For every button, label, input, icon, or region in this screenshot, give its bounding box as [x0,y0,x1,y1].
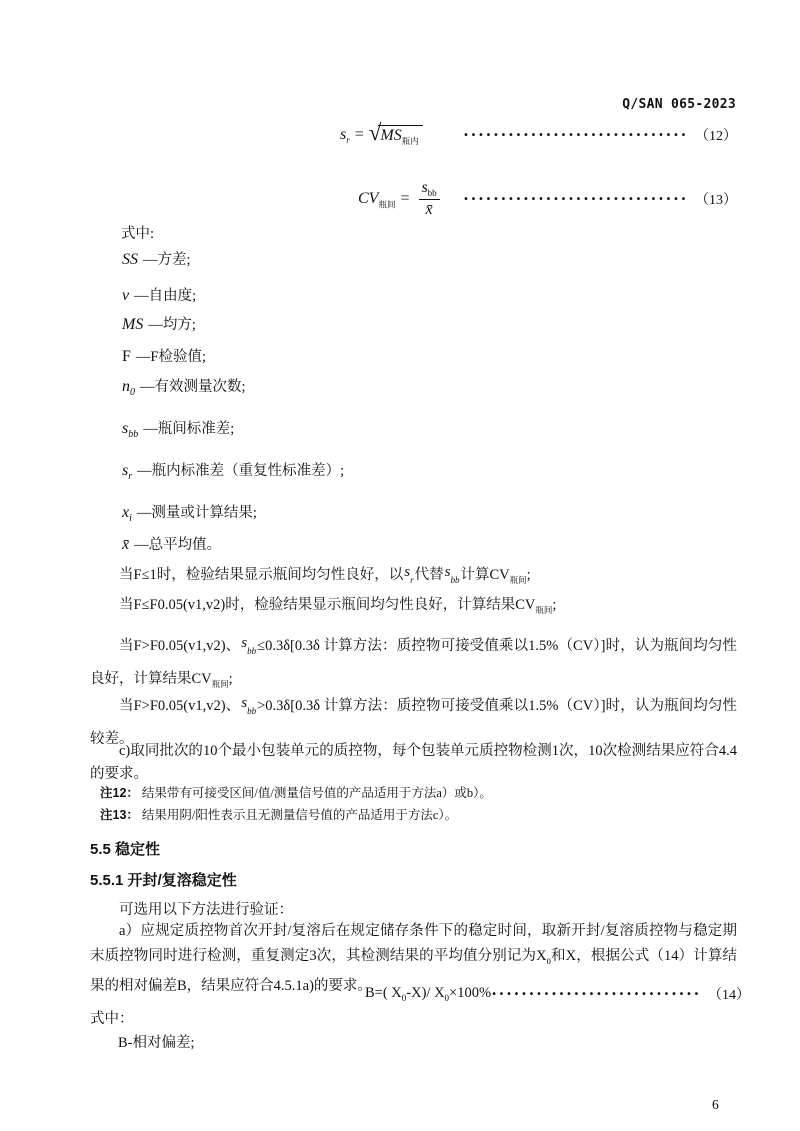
formula-12-var: s [340,125,347,143]
definition-f [122,345,206,368]
formula-12-number: （12） [695,129,737,144]
page-number: 6 [712,1097,719,1112]
note-13-label: 注13： [100,808,139,822]
definition-ms [122,313,196,336]
symbol: MS [122,316,144,333]
definition-text: —瓶间标准差; [143,421,235,437]
fraction-numerator [419,179,438,200]
dot-leader: •••••••••••••••••••••••••••• [491,989,702,1000]
formula-14-row [90,982,751,1006]
paragraph-f-le-f005: 当F≤F0.05(v1,v2)时，检验结果显示瓶间均匀性良好，计算结果$CV_{瓶间}$; [119,597,557,615]
definition-n0 [122,375,246,398]
definition-text: —测量或计算结果; [136,505,257,521]
where-label-2: 式中： [90,1011,134,1027]
var-sr: $s_r$ [404,564,414,585]
paragraph-f-gt-poor: 当F>F0.05(v1,v2)、$s_{bb}>0.3\delta[0.3\delta$ 计算方法：质控物可接受值乘以1.5%（CV）]时，认为瓶间均匀性较差。 [90,695,738,747]
fraction [419,179,440,220]
symbol: SS [122,251,138,268]
definition-ss [122,248,191,271]
formula-13-number: （13） [695,193,737,208]
definition-v [122,284,196,307]
formula-12-base-sub: 瓶内 [401,136,419,147]
definition-xi [122,501,257,524]
symbol: v [122,287,130,304]
definition-text: —均方; [148,317,196,333]
symbol: $s_{bb}$ [122,420,139,441]
where-label-1: 式中: [121,226,155,242]
numerator-var: s [421,178,428,196]
formula-13 [358,179,440,220]
radicand [378,125,422,147]
symbol: F [122,348,131,365]
radical-icon: √ [368,119,382,145]
definition-text: —有效测量次数; [140,379,246,395]
dot-leader: •••••••••••••••••••••••••••••• [463,194,688,205]
paragraph-b-definition: B-相对偏差; [118,1035,195,1051]
definition-text: —方差; [143,252,191,268]
formula-12-row [90,114,737,156]
formula-12-var-sub: r [346,135,350,146]
note-13 [100,806,737,825]
formula-14: B=( $X_0-X)/$ $X_0\times 100\%$ [365,985,492,1003]
symbol: $x_i$ [122,504,132,525]
formula-13-row [90,168,737,230]
heading-5-5: 5.5 稳定性 [90,841,161,858]
paragraph-method-a: a）应规定质控物首次开封/复溶后在规定储存条件下的稳定时间，取新开封/复溶质控物与稳定期末质控物同时进行检测，重复测定3次，其检测结果的平均值分别记为$X_0$和X，根据公式（14）计算结果的相对偏差B，结果应符合4.5.1a)的要求。 [90,923,738,994]
definition-text: —F检验值; [135,349,206,365]
fraction-denominator: x̄ [419,199,440,219]
square-root [368,119,423,147]
definition-text: —瓶内标准差（重复性标准差）; [137,463,345,479]
symbol: $s_r$ [122,462,133,483]
numerator-sub: bb [427,187,437,198]
note-12 [100,784,737,803]
symbol: x̄ [122,536,130,553]
formula-13-leader [463,189,737,209]
var-sbb: $s_{bb}$ [241,635,257,656]
formula-12-base: MS [380,126,402,144]
heading-5-5-1: 5.5.1 开封/复溶稳定性 [90,872,237,889]
definition-text: —自由度; [134,288,197,304]
formula-14-number: （14） [708,988,751,1003]
formula-13-var: CV [358,189,379,207]
formula-12 [340,119,423,147]
paragraph-method-c: c)取同批次的10个最小包装单元的质控物，每个包装单元质控物检测1次，10次检测结果应符合4.4的要求。 [90,743,737,782]
paragraph-methods-intro: 可选用以下方法进行验证： [119,902,293,918]
definition-sbb [122,417,234,440]
note-12-label: 注12： [100,786,139,800]
note-13-text: 结果用阴/阳性表示且无测量信号值的产品适用于方法c）。 [141,808,458,822]
note-12-text: 结果带有可接受区间/值/测量信号值的产品适用于方法a）或b）。 [141,786,492,800]
doc-number: Q/SAN 065-2023 [622,97,736,112]
dot-leader: •••••••••••••••••••••••••••••• [463,130,688,141]
formula-13-var-sub: 瓶间 [378,198,396,209]
var-sbb: $s_{bb}$ [444,564,460,585]
paragraph-f-gt-good: 当F>F0.05(v1,v2)、$s_{bb}\le 0.3\delta[0.3\delta$ 计算方法：质控物可接受值乘以1.5%（CV）]时，认为瓶间均匀性良好，计算结果$CV_{瓶间}$; [90,635,737,689]
definition-text: —总平均值。 [134,537,222,553]
symbol: $n_0$ [122,378,135,399]
equals-sign: = [354,125,364,143]
formula-14-leader [491,984,750,1004]
definition-xbar [122,533,221,556]
var-sbb: $s_{bb}$ [241,695,257,716]
definition-sr [122,459,344,482]
paragraph-f-le-1: 当F≤1时，检验结果显示瓶间均匀性良好，以$s_r$代替$s_{bb}$计算$CV_{瓶间}$; [119,564,531,585]
formula-12-leader [463,125,737,145]
equals-sign: = [400,189,410,207]
